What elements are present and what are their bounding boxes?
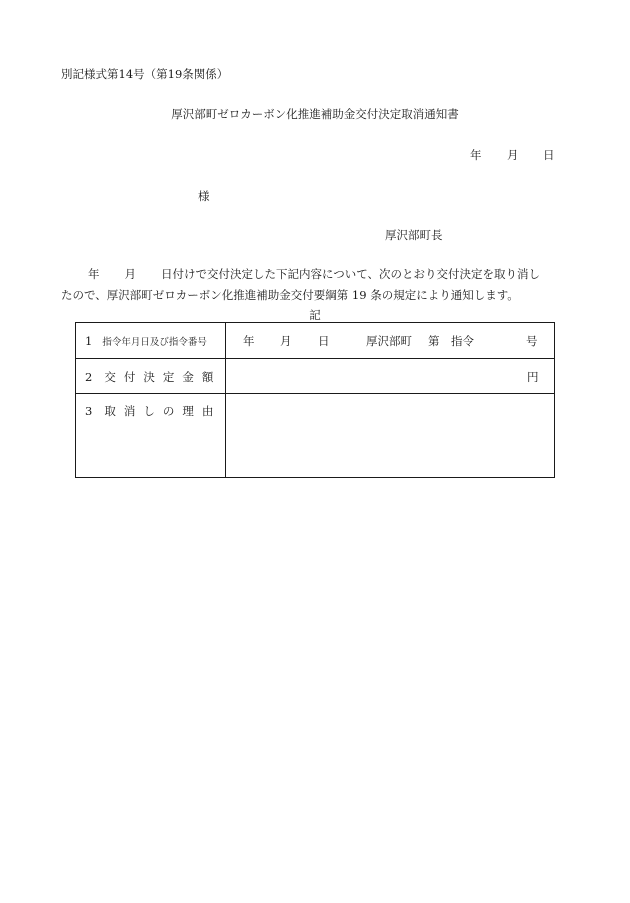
table-row (76, 323, 554, 359)
body-text-line1 (61, 266, 571, 282)
row-label-cell (85, 403, 221, 419)
issuer-name: 厚沢部町長 (385, 228, 443, 242)
row-label-cell (85, 369, 221, 385)
body-text-rest: 日付けで交付決定した下記内容について、次のとおり交付決定を取り消し (161, 267, 541, 281)
row-label-cell (85, 334, 207, 348)
row-label: 取消しの理由 (104, 404, 222, 418)
table-row (76, 394, 554, 477)
date-month-label: 月 (507, 148, 519, 162)
date-day-label: 日 (543, 148, 555, 162)
document-title: 厚沢部町ゼロカーボン化推進補助金交付決定取消通知書 (171, 107, 459, 121)
date-year-label: 年 (470, 148, 482, 162)
addressee-suffix: 様 (198, 189, 210, 203)
detail-table (75, 322, 555, 478)
order-day-label: 日 (318, 334, 330, 348)
order-month-label: 月 (280, 334, 292, 348)
order-shirei-label: 指令 (451, 334, 474, 348)
body-year-label: 年 (88, 267, 100, 281)
order-dai-label: 第 (428, 334, 440, 348)
ki-heading: 記 (309, 308, 321, 322)
amount-unit: 円 (527, 370, 539, 384)
body-text-line2: たので、厚沢部町ゼロカーボン化推進補助金交付要綱第 19 条の規定により通知します。 (61, 288, 519, 302)
body-month-label: 月 (124, 267, 136, 281)
row-number: 2 (85, 370, 93, 384)
row-label: 交付決定金額 (104, 370, 222, 384)
order-year-label: 年 (243, 334, 255, 348)
row-number: 1 (85, 334, 93, 348)
row-label: 指令年月日及び指令番号 (102, 337, 207, 348)
form-number: 別記様式第14号（第19条関係） (61, 67, 229, 81)
order-office: 厚沢部町 (366, 334, 412, 348)
table-row (76, 359, 554, 394)
row-number: 3 (85, 404, 93, 418)
order-go-label: 号 (526, 334, 538, 348)
